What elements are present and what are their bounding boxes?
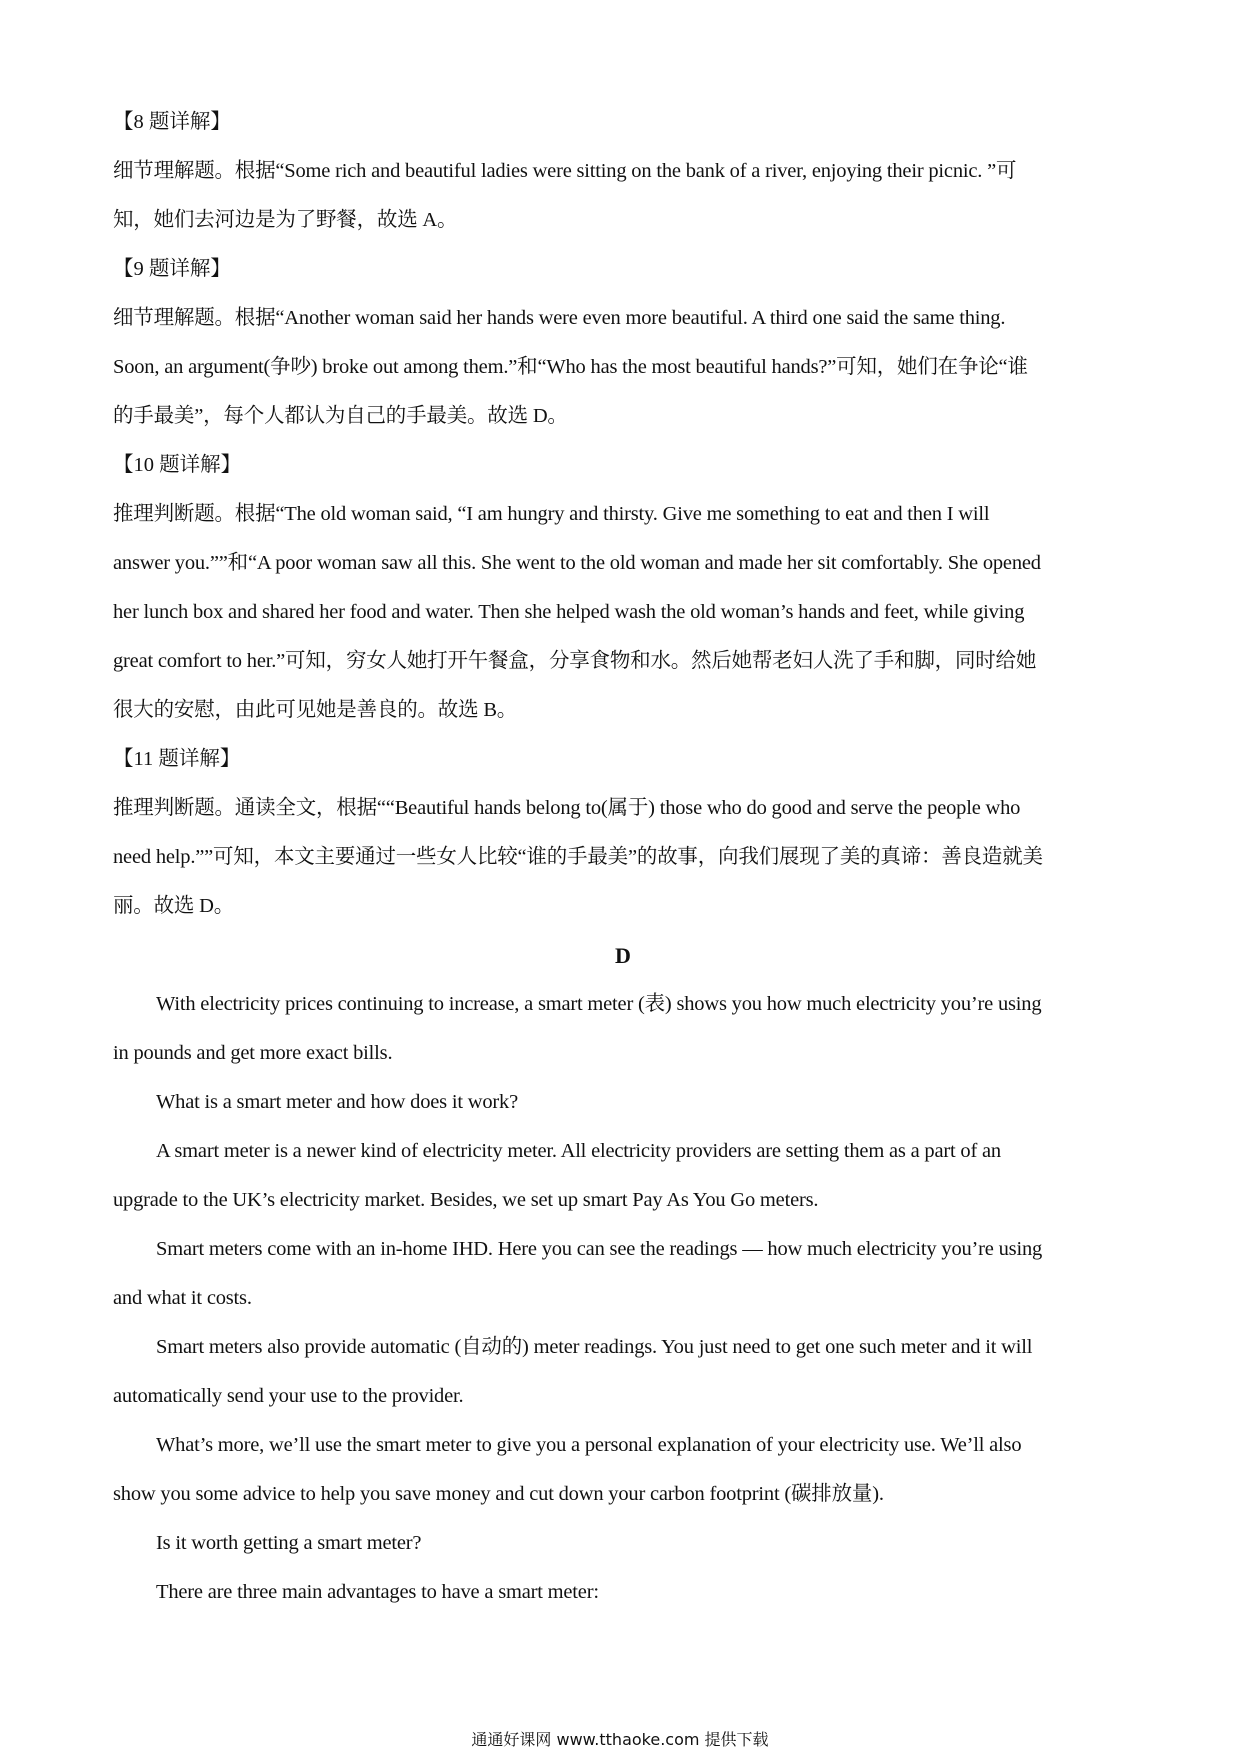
- passage-line: and what it costs.: [113, 1287, 252, 1309]
- q11-heading: 【11 题详解】: [113, 748, 241, 770]
- q10-line: 很大的安慰，由此可见她是善良的。故选 B。: [113, 699, 518, 721]
- passage-title: D: [615, 943, 631, 968]
- q11-line: 推理判断题。通读全文，根据““Beautiful hands belong to(属于) those who do good and serve the people who: [113, 797, 1021, 819]
- passage-line: With electricity prices continuing to increase, a smart meter (表) shows you how much electricity you’re using: [156, 993, 1042, 1015]
- q11-line: 丽。故选 D。: [113, 895, 235, 917]
- passage-line: automatically send your use to the provider.: [113, 1385, 464, 1407]
- passage-line: Smart meters come with an in-home IHD. Here you can see the readings — how much electricity you’re using: [156, 1238, 1043, 1260]
- passage-line: Smart meters also provide automatic (自动的) meter readings. You just need to get one such meter and it will: [156, 1336, 1033, 1358]
- q10-heading: 【10 题详解】: [113, 454, 242, 476]
- q9-heading: 【9 题详解】: [113, 258, 231, 280]
- q10-line: answer you.””和“A poor woman saw all this. She went to the old woman and made her sit comfortably. She opened: [113, 552, 1041, 574]
- q9-line: Soon, an argument(争吵) broke out among them.”和“Who has the most beautiful hands?”可知，她们在争论“谁: [113, 356, 1028, 378]
- page-footer: 通通好课网 www.tthaoke.com 提供下载: [471, 1730, 769, 1749]
- q10-line: great comfort to her.”可知，穷女人她打开午餐盒，分享食物和水。然后她帮老妇人洗了手和脚，同时给她: [113, 650, 1037, 672]
- q10-line: 推理判断题。根据“The old woman said, “I am hungry and thirsty. Give me something to eat and then I will: [113, 503, 990, 525]
- q11-line: need help.””可知，本文主要通过一些女人比较“谁的手最美”的故事，向我们展现了美的真谛：善良造就美: [113, 846, 1043, 868]
- passage-line: Is it worth getting a smart meter?: [156, 1532, 422, 1554]
- q8-heading: 【8 题详解】: [113, 111, 231, 133]
- q8-line: 细节理解题。根据“Some rich and beautiful ladies were sitting on the bank of a river, enjoying their picnic. ”可: [113, 160, 1017, 182]
- q9-line: 的手最美”，每个人都认为自己的手最美。故选 D。: [113, 405, 568, 427]
- passage-line: There are three main advantages to have a smart meter:: [156, 1581, 599, 1603]
- document-page: [113, 98, 1133, 1617]
- passage-line: What is a smart meter and how does it work?: [156, 1091, 519, 1113]
- passage-line: What’s more, we’ll use the smart meter to give you a personal explanation of your electricity use. We’ll also: [156, 1434, 1022, 1456]
- q8-line: 知，她们去河边是为了野餐，故选 A。: [113, 209, 458, 231]
- passage-line: A smart meter is a newer kind of electricity meter. All electricity providers are setting them as a part of an: [156, 1140, 1001, 1162]
- q10-line: her lunch box and shared her food and water. Then she helped wash the old woman’s hands and feet, while giving: [113, 601, 1025, 623]
- passage-line: in pounds and get more exact bills.: [113, 1042, 393, 1064]
- passage-line: show you some advice to help you save money and cut down your carbon footprint (碳排放量).: [113, 1483, 884, 1505]
- passage-line: upgrade to the UK’s electricity market. Besides, we set up smart Pay As You Go meters.: [113, 1189, 819, 1211]
- q9-line: 细节理解题。根据“Another woman said her hands were even more beautiful. A third one said the same thing.: [113, 307, 1006, 329]
